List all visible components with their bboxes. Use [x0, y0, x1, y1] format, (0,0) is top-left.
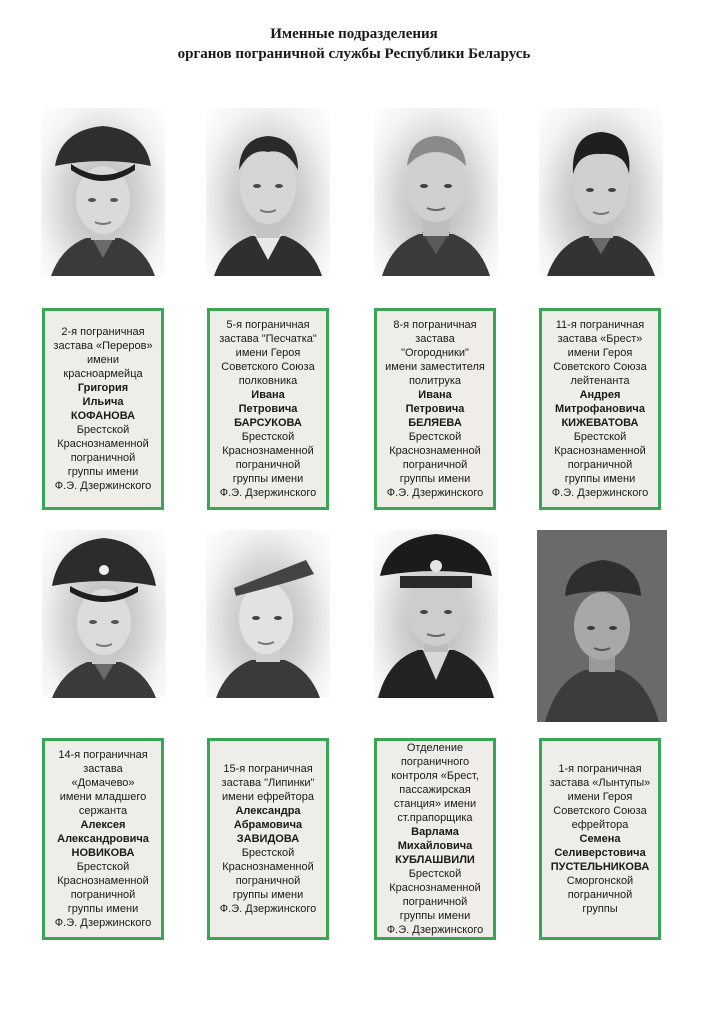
- card-text-line: застава: [83, 763, 123, 775]
- card-text-line: застава "Песчатка": [219, 333, 317, 345]
- card-text-line: Ф.Э. Дзержинского: [551, 487, 649, 499]
- card-text-line: группы имени: [232, 473, 304, 485]
- card-text-line: Советского Союза: [553, 805, 647, 817]
- card-text-line: Ф.Э. Дзержинского: [54, 917, 152, 929]
- card-text-line: ПУСТЕЛЬНИКОВА: [550, 861, 650, 873]
- portrait-photo-7: [374, 530, 498, 698]
- card-text-line: пограничной: [567, 889, 633, 901]
- card-text-line: пограничной: [70, 889, 136, 901]
- unit-card-6: [207, 738, 329, 940]
- card-text-line: застава «Переров»: [53, 340, 153, 352]
- card-text-line: группы имени: [232, 889, 304, 901]
- card-text-line: имени младшего: [59, 791, 147, 803]
- card-text-line: Ф.Э. Дзержинского: [386, 487, 484, 499]
- card-text-line: 11-я пограничная: [555, 319, 645, 331]
- card-text-line: застава «Брест»: [557, 333, 643, 345]
- card-text-line: "Огородники": [401, 347, 469, 359]
- card-text-line: группы имени: [67, 903, 139, 915]
- card-text-line: контроля «Брест,: [391, 770, 479, 782]
- card-text-line: Александровича: [57, 833, 149, 845]
- card-text-line: Краснознаменной: [57, 438, 149, 450]
- card-text-line: имени Героя: [567, 791, 633, 803]
- card-text-line: КУБЛАШВИЛИ: [395, 854, 475, 866]
- card-text-line: пограничной: [402, 459, 468, 471]
- portrait-photo-1: [41, 108, 165, 276]
- card-text-line: Петровича: [238, 403, 298, 415]
- unit-card-3: [374, 308, 496, 510]
- unit-card-8: [539, 738, 661, 940]
- unit-card-2: [207, 308, 329, 510]
- card-text-line: БЕЛЯЕВА: [408, 417, 462, 429]
- card-text-line: Брестской: [241, 431, 295, 443]
- card-text-line: Краснознаменной: [222, 861, 314, 873]
- card-text-line: 14-я пограничная: [58, 749, 148, 761]
- card-text-line: Александра: [235, 805, 301, 817]
- card-text-line: сержанта: [78, 805, 128, 817]
- card-text-line: лейтенанта: [570, 375, 630, 387]
- card-text-line: пограничной: [235, 875, 301, 887]
- card-text-line: пассажирская: [399, 784, 471, 796]
- card-text-line: имени ефрейтора: [222, 791, 314, 803]
- portrait-photo-3: [374, 108, 498, 276]
- card-text-line: Советского Союза: [221, 361, 315, 373]
- card-text-line: «Домачево»: [71, 777, 135, 789]
- card-text-line: полковника: [238, 375, 298, 387]
- card-text-line: Селиверстовича: [554, 847, 646, 859]
- card-text-line: группы имени: [399, 473, 471, 485]
- card-text-line: Краснознаменной: [222, 445, 314, 457]
- card-text-line: КОФАНОВА: [70, 410, 136, 422]
- card-text-line: Сморгонской: [566, 875, 634, 887]
- card-text-line: ефрейтора: [571, 819, 629, 831]
- portrait-photo-4: [539, 108, 663, 276]
- card-text-line: Брестской: [573, 431, 627, 443]
- card-text-line: Советского Союза: [553, 361, 647, 373]
- card-text-line: БАРСУКОВА: [234, 417, 302, 429]
- card-text-line: застава "Липинки": [221, 777, 315, 789]
- card-text-line: пограничной: [70, 452, 136, 464]
- card-text-line: Краснознаменной: [389, 882, 481, 894]
- card-text-line: Брестской: [408, 868, 462, 880]
- portrait-photo-2: [206, 108, 330, 276]
- card-text-line: пограничной: [402, 896, 468, 908]
- card-text-line: имени Героя: [567, 347, 633, 359]
- portrait-photo-5: [42, 530, 166, 698]
- card-text-line: 8-я пограничная: [393, 319, 477, 331]
- card-text-line: Брестской: [241, 847, 295, 859]
- card-text-line: Абрамовича: [233, 819, 303, 831]
- card-text-line: 5-я пограничная: [226, 319, 310, 331]
- card-text-line: Варлама: [411, 826, 459, 838]
- card-text-line: имени: [86, 354, 120, 366]
- card-text-line: Ф.Э. Дзержинского: [219, 903, 317, 915]
- portrait-photo-6: [206, 530, 330, 698]
- card-text-line: Михайловича: [397, 840, 473, 852]
- portrait-photo-8: [537, 530, 667, 722]
- card-text-line: группы: [582, 903, 618, 915]
- card-text-line: Брестской: [76, 861, 130, 873]
- card-text-line: НОВИКОВА: [71, 847, 135, 859]
- unit-card-7: [374, 738, 496, 940]
- card-text-line: группы имени: [67, 466, 139, 478]
- card-text-line: Краснознаменной: [57, 875, 149, 887]
- card-text-line: Краснознаменной: [389, 445, 481, 457]
- card-text-line: станция» имени: [393, 798, 477, 810]
- card-text-line: застава «Лынтупы»: [549, 777, 651, 789]
- card-text-line: Ф.Э. Дзержинского: [386, 924, 484, 936]
- card-text-line: Алексея: [80, 819, 126, 831]
- card-text-line: Ивана: [251, 389, 285, 401]
- unit-card-5: [42, 738, 164, 940]
- card-text-line: ст.прапорщика: [397, 812, 473, 824]
- card-text-line: Брестской: [76, 424, 130, 436]
- card-text-line: Григория: [77, 382, 129, 394]
- unit-card-1: [42, 308, 164, 510]
- card-text-line: 1-я пограничная: [558, 763, 642, 775]
- card-text-line: Петровича: [405, 403, 465, 415]
- card-text-line: Митрофановича: [555, 403, 645, 415]
- card-text-line: Андрея: [579, 389, 621, 401]
- unit-card-4: [539, 308, 661, 510]
- card-text-line: 15-я пограничная: [223, 763, 313, 775]
- title-line-1: Именные подразделения: [270, 26, 438, 42]
- card-text-line: имени заместителя: [385, 361, 485, 373]
- card-text-line: Отделение: [406, 742, 464, 754]
- card-text-line: Брестской: [408, 431, 462, 443]
- card-text-line: имени Героя: [235, 347, 301, 359]
- title-line-2: органов пограничной службы Республики Беларусь: [177, 46, 531, 62]
- card-text-line: застава: [415, 333, 455, 345]
- card-text-line: ЗАВИДОВА: [236, 833, 300, 845]
- page-title: [0, 24, 708, 64]
- card-text-line: пограничной: [235, 459, 301, 471]
- card-text-line: Семена: [579, 833, 621, 845]
- card-text-line: группы имени: [564, 473, 636, 485]
- card-text-line: пограничной: [567, 459, 633, 471]
- card-text-line: Ф.Э. Дзержинского: [54, 480, 152, 492]
- card-text-line: КИЖЕВАТОВА: [561, 417, 639, 429]
- card-text-line: группы имени: [399, 910, 471, 922]
- card-text-line: Краснознаменной: [554, 445, 646, 457]
- card-text-line: пограничного: [400, 756, 470, 768]
- card-text-line: Ивана: [418, 389, 452, 401]
- card-text-line: политрука: [408, 375, 462, 387]
- card-text-line: Ильича: [82, 396, 124, 408]
- card-text-line: красноармейца: [63, 368, 143, 380]
- card-text-line: 2-я пограничная: [61, 326, 145, 338]
- card-text-line: Ф.Э. Дзержинского: [219, 487, 317, 499]
